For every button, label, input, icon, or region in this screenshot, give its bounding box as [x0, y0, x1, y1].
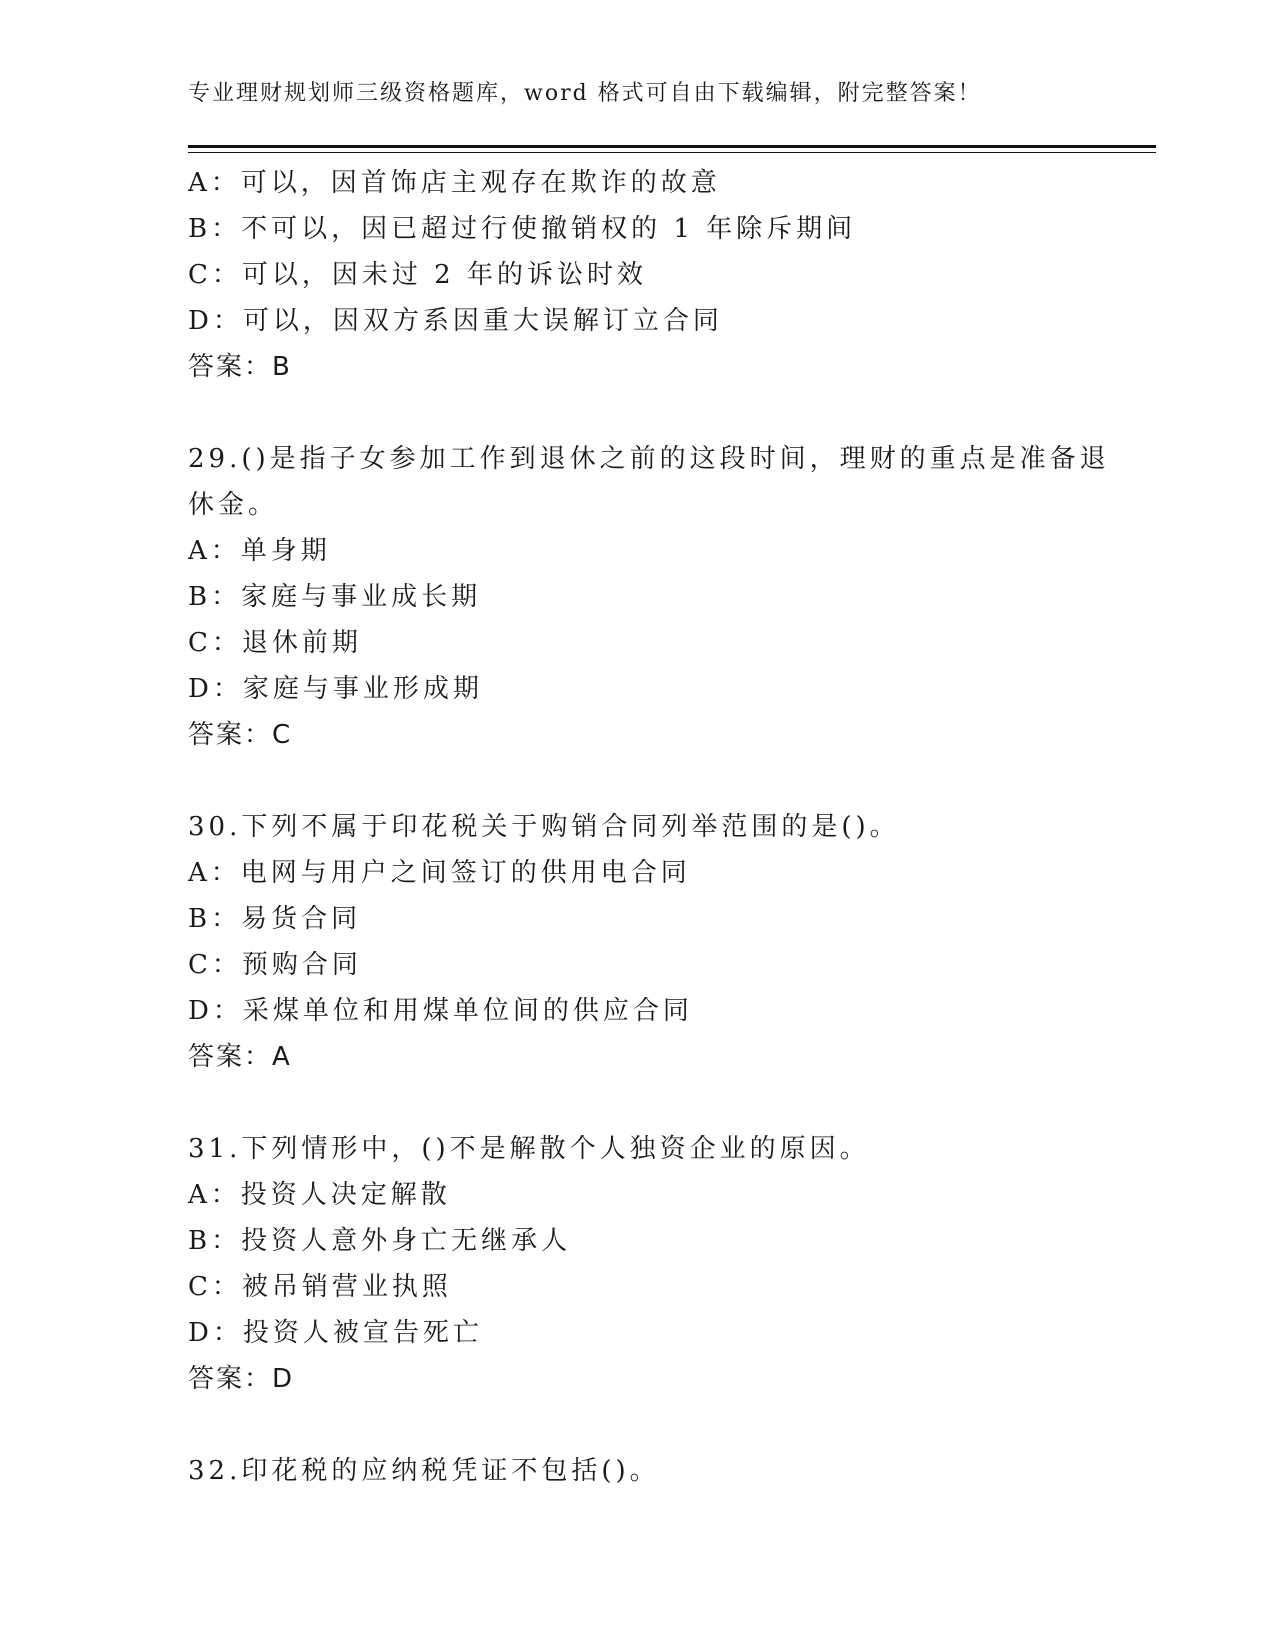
- option-line: C：退休前期: [188, 628, 362, 658]
- option-line: C：预购合同: [188, 950, 362, 980]
- option-line: A：电网与用户之间签订的供用电合同: [188, 858, 691, 888]
- option-line: D：家庭与事业形成期: [188, 674, 483, 704]
- question-block: [188, 1448, 1088, 1494]
- header-rule-thin: [188, 152, 1156, 153]
- option-line: D：采煤单位和用煤单位间的供应合同: [188, 996, 693, 1026]
- answer-line: 答案：C: [188, 720, 293, 750]
- option-line: C：被吊销营业执照: [188, 1272, 452, 1302]
- page-header: 专业理财规划师三级资格题库，word 格式可自由下载编辑，附完整答案！: [188, 81, 982, 106]
- option-line: D：可以，因双方系因重大误解订立合同: [188, 306, 723, 336]
- option-line: B：家庭与事业成长期: [188, 582, 482, 612]
- option-line: B：易货合同: [188, 904, 362, 934]
- option-line: A：投资人决定解散: [188, 1180, 451, 1210]
- question-block: [188, 1126, 1088, 1402]
- question-block: [188, 804, 1088, 1080]
- header-rule-thick: [188, 145, 1156, 148]
- question-stem: 30.下列不属于印花税关于购销合同列举范围的是()。: [188, 812, 900, 842]
- question-block: [188, 160, 1088, 390]
- answer-line: 答案：A: [188, 1042, 292, 1072]
- option-line: A：可以，因首饰店主观存在欺诈的故意: [188, 168, 721, 198]
- question-stem: 29.()是指子女参加工作到退休之前的这段时间，理财的重点是准备退: [188, 444, 1110, 474]
- question-block: [188, 436, 1110, 758]
- question-content: [188, 160, 1110, 1494]
- question-stem: 31.下列情形中，()不是解散个人独资企业的原因。: [188, 1134, 870, 1164]
- answer-line: 答案：B: [188, 352, 292, 382]
- question-stem-continued: 休金。: [188, 490, 279, 520]
- question-stem: 32.印花税的应纳税凭证不包括()。: [188, 1456, 660, 1486]
- option-line: B：投资人意外身亡无继承人: [188, 1226, 572, 1256]
- option-line: A：单身期: [188, 536, 331, 566]
- option-line: C：可以，因未过 2 年的诉讼时效: [188, 260, 647, 290]
- option-line: B：不可以，因已超过行使撤销权的 1 年除斥期间: [188, 214, 857, 244]
- option-line: D：投资人被宣告死亡: [188, 1318, 483, 1348]
- answer-line: 答案：D: [188, 1364, 295, 1394]
